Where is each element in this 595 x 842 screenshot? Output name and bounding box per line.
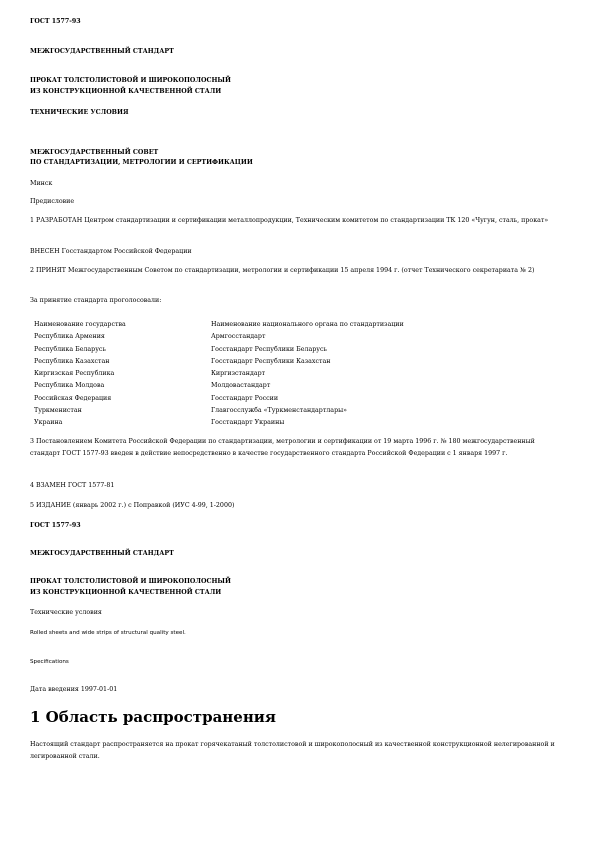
paragraph-introduced: ВНЕСЕН Госстандартом Российской Федерации bbox=[30, 248, 192, 255]
table-row bbox=[30, 356, 470, 368]
table-row bbox=[30, 344, 470, 356]
technical-conditions-label: ТЕХНИЧЕСКИЕ УСЛОВИЯ bbox=[30, 109, 129, 116]
table-cell-body: Молдовастандарт bbox=[211, 382, 271, 390]
table-cell-state: Республика Беларусь bbox=[34, 345, 106, 353]
table-cell-state: Туркменистан bbox=[34, 407, 82, 415]
city: Минск bbox=[30, 180, 53, 187]
paragraph-enacted: 3 Постановлением Комитета Российской Федерации по стандартизации, метрологии и сертификации от 19 марта 1996 г. № 180 межгосударственный стандарт ГОСТ 1577-93 введен в действие непосредственно в качестве государственного стандарта Российской Федерации с 1 января 1997 г. bbox=[30, 438, 535, 457]
title2-line-2: ИЗ КОНСТРУКЦИОННОЙ КАЧЕСТВЕННОЙ СТАЛИ bbox=[30, 589, 222, 596]
title-line-1: ПРОКАТ ТОЛСТОЛИСТОВОЙ И ШИРОКОПОЛОСНЫЙ bbox=[30, 77, 231, 84]
table-cell-body: Киргизстандарт bbox=[211, 370, 266, 378]
council-line-2: ПО СТАНДАРТИЗАЦИИ, МЕТРОЛОГИИ И СЕРТИФИКАЦИИ bbox=[30, 159, 253, 166]
table-row bbox=[30, 331, 470, 343]
table-header-row bbox=[30, 319, 470, 331]
english-specifications: Specifications bbox=[30, 659, 69, 665]
table-cell-body: Госстандарт Республики Казахстан bbox=[211, 357, 331, 365]
paragraph-adopted: 2 ПРИНЯТ Межгосударственным Советом по стандартизации, метрологии и сертификации 15 апреля 1994 г. (отчет Технического секретариата № 2) bbox=[30, 267, 535, 274]
introduction-date: Дата введения 1997-01-01 bbox=[30, 686, 118, 693]
table-cell-body: Армгосстандарт bbox=[211, 333, 266, 341]
paragraph-developed: 1 РАЗРАБОТАН Центром стандартизации и сертификации металлопродукции, Техническим комитетом по стандартизации ТК 120 «Чугун, сталь, прокат» bbox=[30, 217, 549, 224]
english-title: Rolled sheets and wide strips of structural quality steel. bbox=[30, 630, 186, 636]
paragraph-edition: 5 ИЗДАНИЕ (январь 2002 г.) с Поправкой (ИУС 4-99, 1-2000) bbox=[30, 502, 235, 509]
table-cell-state: Российская Федерация bbox=[34, 394, 112, 402]
table-cell-state: Республика Молдова bbox=[34, 382, 105, 390]
council-line-1: МЕЖГОСУДАРСТВЕННЫЙ СОВЕТ bbox=[30, 149, 159, 156]
title2-line-1: ПРОКАТ ТОЛСТОЛИСТОВОЙ И ШИРОКОПОЛОСНЫЙ bbox=[30, 578, 231, 585]
technical-conditions-subtitle: Технические условия bbox=[30, 609, 102, 616]
table-cell-state: Киргизская Республика bbox=[34, 370, 115, 378]
table-row bbox=[30, 405, 470, 417]
table-row bbox=[30, 417, 470, 429]
table-cell-body: Госстандарт Украины bbox=[211, 419, 285, 427]
table-cell-state: Украина bbox=[34, 419, 63, 427]
table-header-state: Наименование государства bbox=[34, 321, 126, 328]
standard-code-repeat: ГОСТ 1577-93 bbox=[30, 522, 81, 529]
table-row bbox=[30, 380, 470, 392]
section-heading: 1 Область распространения bbox=[30, 708, 277, 726]
table-cell-body: Госстандарт Республики Беларусь bbox=[211, 345, 327, 353]
table-header-body: Наименование национального органа по стандартизации bbox=[211, 321, 404, 328]
table-cell-state: Республика Казахстан bbox=[34, 357, 110, 365]
interstate-standard-label-repeat: МЕЖГОСУДАРСТВЕННЫЙ СТАНДАРТ bbox=[30, 550, 174, 557]
table-cell-body: Главгосслужба «Туркменстандартлары» bbox=[211, 407, 347, 415]
table-cell-state: Республика Армения bbox=[34, 333, 105, 341]
interstate-standard-label: МЕЖГОСУДАРСТВЕННЫЙ СТАНДАРТ bbox=[30, 48, 174, 55]
table-row bbox=[30, 393, 470, 405]
standard-code: ГОСТ 1577-93 bbox=[30, 18, 81, 25]
table-cell-body: Госстандарт России bbox=[211, 394, 279, 402]
voting-table bbox=[30, 319, 470, 430]
table-row bbox=[30, 368, 470, 380]
voted-for-label: За принятие стандарта проголосовали: bbox=[30, 297, 162, 304]
title-line-2: ИЗ КОНСТРУКЦИОННОЙ КАЧЕСТВЕННОЙ СТАЛИ bbox=[30, 88, 222, 95]
paragraph-replaces: 4 ВЗАМЕН ГОСТ 1577-81 bbox=[30, 482, 115, 489]
foreword-heading: Предисловие bbox=[30, 198, 75, 205]
section-paragraph: Настоящий стандарт распространяется на прокат горячекатаный толстолистовой и широкополосный из качественной конструкционной нелегированной и легированной стали. bbox=[30, 741, 555, 760]
